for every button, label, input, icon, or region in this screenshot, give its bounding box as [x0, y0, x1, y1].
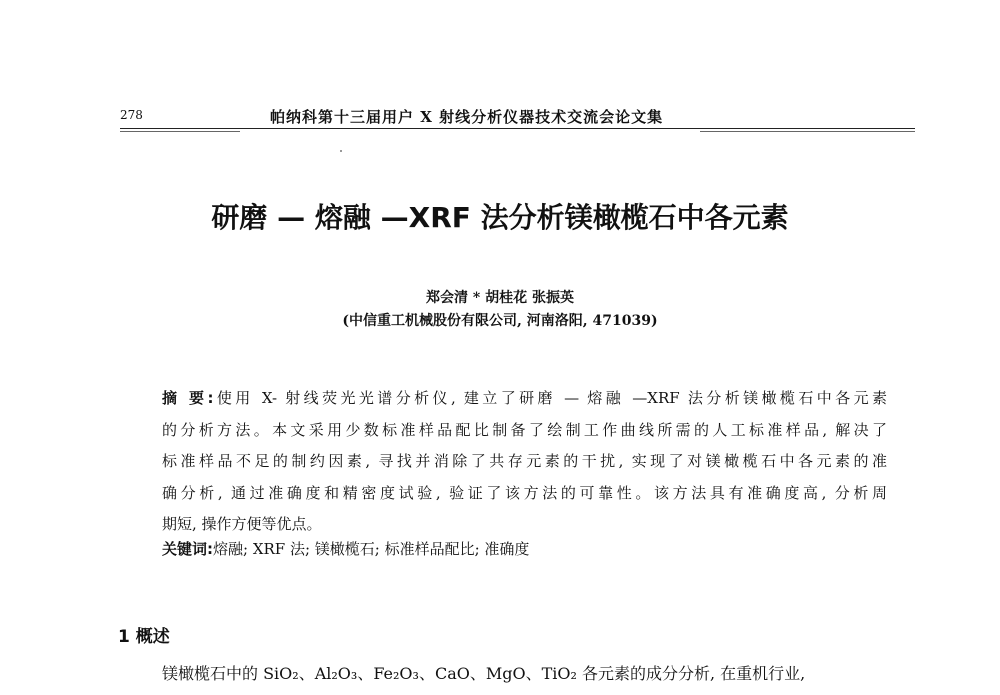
affiliation: (中信重工机械股份有限公司, 河南洛阳, 471039)	[342, 313, 658, 329]
abstract-line: 标准样品不足的制约因素, 寻找并消除了共存元素的干扰, 实现了对镁橄榄石中各元素的准	[162, 452, 887, 470]
abstract	[162, 383, 887, 541]
abstract-line-text: 使用 X- 射线荧光光谱分析仪, 建立了研磨 — 熔融 —XRF 法分析镁橄榄石中各元素	[213, 389, 887, 407]
body-text-line: 镁橄榄石中的 SiO₂、Al₂O₃、Fe₂O₃、CaO、MgO、TiO₂ 各元素的成分分析, 在重机行业,	[162, 664, 806, 683]
running-header: 帕纳科第十三届用户 X 射线分析仪器技术交流会论文集	[270, 108, 664, 126]
header-rule-dash	[700, 131, 915, 132]
section-heading: 1 概述	[118, 627, 170, 647]
header-rule-dash	[120, 131, 240, 132]
abstract-label: 摘 要:	[162, 389, 214, 407]
abstract-line: 确分析, 通过准确度和精密度试验, 验证了该方法的可靠性。该方法具有准确度高, 分析周	[162, 483, 887, 502]
keywords-text: 熔融; XRF 法; 镁橄榄石; 标准样品配比; 准确度	[213, 540, 530, 558]
keywords-label: 关键词:	[162, 540, 213, 558]
paper-title: 研磨 — 熔融 —XRF 法分析镁橄榄石中各元素	[211, 201, 789, 234]
page-number: 278	[120, 108, 143, 122]
abstract-line: 的分析方法。本文采用少数标准样品配比制备了绘制工作曲线所需的人工标准样品, 解决了	[162, 420, 887, 439]
scan-speck	[340, 150, 342, 152]
abstract-line: 期短, 操作方便等优点。	[162, 515, 322, 533]
keywords	[162, 538, 529, 559]
abstract-line	[162, 383, 887, 415]
authors: 郑会清 * 胡桂花 张振英	[426, 290, 574, 306]
header-rule	[120, 128, 915, 129]
